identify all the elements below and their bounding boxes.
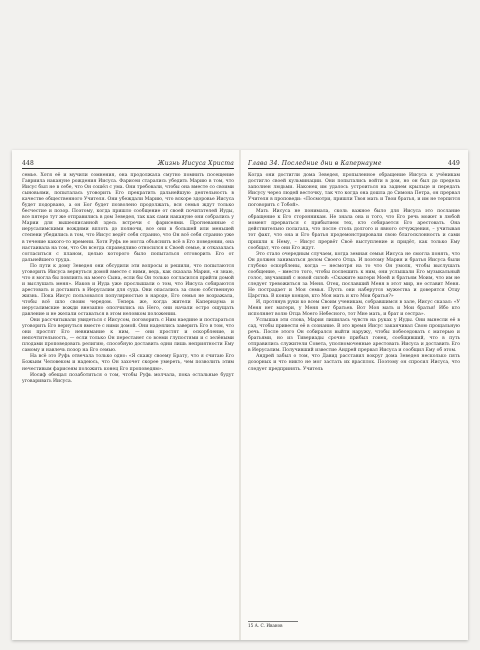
right-page-number: 449 [447, 160, 460, 167]
paragraph: Мать Иисуса не понимала, сколь важное было для Иисуса это послание обращение к Его сторонникам. Не знала она и того, что Его речь может в любой момент прерваться с прибытием тех, кто собирается Его арестовать. Она действительно полагала, что после столь долгого и явного отчуждения, – учитывая тот факт, что она и Его братья продемонстрировали свою благосклонность и сами пришли к Нему, – Иисус прервёт Своё выступление и придёт, как только Ему сообщат, что они Его ждут. [248, 209, 460, 251]
book-spread [12, 150, 468, 640]
right-page [248, 160, 460, 632]
paragraph: Андрей забыл о том, что Давид расставил вокруг дома Зеведея несколько пять дозорных и что никто не мог застать их врасплох. Поэтому он спросил Иисуса, что следует предпринять. Учитель [248, 354, 460, 372]
left-running-title: Жизнь Иисуса Христа [157, 160, 234, 167]
left-page-header [22, 160, 234, 169]
page-footnote: 15 А. С. Иванов [248, 621, 298, 628]
left-page [22, 160, 234, 632]
paragraph: На всё это Руфь отвечала только одно: «Я скажу своему Брату, что я считаю Его Божьим Человеком и надеюсь, что Он захочет скорее умереть, чем позволить этим нечестивым фарисеям положить конец Его проповедям». [22, 354, 234, 372]
paragraph: Это стало очередным случаем, когда земная семья Иисуса не смогла понять, что Он должен заниматься делом Своего Отца. И поэтому Мария и братья Иисуса были глубоко оскорблены, когда — несмотря на то что Он умолк, чтобы выслушать сообщение, – вместо того, чтобы поспешить к ним, они услышали Его музыкальный голос, звучавший с новой силой: «Скажите матери Моей и братьям Моим, что им не следует тревожиться за Меня. Отец, пославший Меня в этот мир, не оставит Меня. Не пострадает и Моя семья. Пусть они наберутся мужества и доверятся Отцу Царства. В конце концов, кто Моя мать и кто Мои братья?» [248, 251, 460, 299]
paragraph: Они рассчитывали увидеться с Иисусом, поговорить с Ним наедине и постараться уговорить Его вернуться вместе с ними домой. Они надеялись заверить Его в том, что они простят Его невнимание к ним, — они простят и оскорбление, и непочтительность, — если только Он перестанет со всеми глупостями и с зелёными плодами проповедовать религию, способную доставить одни лишь неприятности Ему самому и навлечь позор на Его семью. [22, 318, 234, 354]
left-page-number: 448 [22, 160, 35, 167]
right-running-title: Глава 34. Последние дни в Капернауме [248, 160, 382, 167]
paragraph: семье. Хотя её и мучили сомнения, она продолжала смутно помнить посещение Гавриила накануне рождения Иисуса. Фарисеи старались убедить Марию в том, что Иисус был не в себе, что Он сошёл с ума. Они требовали, чтобы она вместе со своими сыновьями, попыталась уговорить Его прекратить дальнейшую деятельность в качестве общественного Учителя. Они убеждали Марию, что вскоре здоровье Иисуса будет подорвано, а он Бог будет позволено продолжать, вся семья ждут только бесчестие и позор. Поэтому, когда пришло сообщение от своей почитателей Иуды, все пятеро тут же отправились в дом Зеведея, так как сами накануне они собрались у Марии для вышеописанной здесь встречи с фарисеями. Прогневанные с иерусалимскими вождями вплоть до полночи, все они в большей или меньшей степени убедились в том, что Иисус ведёт себя странно, что Он всё себя странно уже в течение какого-то времени. Хотя Руфь не могла объяснить всё в Его поведении, она настаивала на том, что Он всегда справедливо относился к Своей семье, и отказалась согласиться с планом, целью которого было попытаться отговорить Его от дальнейшего труда. [22, 173, 234, 263]
right-page-body [248, 173, 460, 373]
paragraph: По пути к дому Зеведея они обсудили эти вопросы и решили, что попытаются уговорить Иисуса вернуться домой вместе с ними, ведь, как сказала Мария, «я знаю, что я могла бы повлиять на моего Сына, если бы Он только согласился прийти домой и выслушать меня». Иаков и Иуда уже прослышали о том, что Иисуса собираются арестовать и доставить в Иерусалим для суда. Они опасались за свою собственную жизнь. Пока Иисус пользовался популярностью в народе, Его семья не возражала, чтобы всё шло своим чередом. Теперь же, когда жители Капернаума и иерусалимские вожди внезапно ополчились на Него, они начали остро ощущать давление и не желали оставаться в этом неловком положении. [22, 263, 234, 318]
left-page-body [22, 173, 234, 385]
paragraph: Услышав эти слова, Мария лишилась чувств на руках у Иуды. Они вынесли её в сад, чтобы привести её в сознание. В это время Иисус заканчивал Свою прощальную речь. После этого Он собирался выйти наружу, чтобы побеседовать с матерью и братьями, но из Тивериады срочно прибыл гонец, сообщивший, что в путь отправились служители Совета, уполномоченные арестовать Иисуса и доставить Его в Иерусалим. Получивший известие Андрей прервал Иисуса и сообщил Ему об этом. [248, 318, 460, 354]
right-page-header [248, 160, 460, 169]
paragraph: Иосиф обещал позаботиться о том, чтобы Руфь молчала, пока остальные будут уговаривать Иисуса. [22, 372, 234, 384]
paragraph: И, протянув руки ко всем Своим ученикам, собравшимся в зале, Иисус сказал: «У Меня нет матери, у Меня нет братьев. Вот Моя мать и Мои братья! Ибо кто исполняет волю Отца Моего Небесного, тот Мне мать, и брат и сестра». [248, 299, 460, 318]
book-gutter [239, 150, 241, 640]
paragraph: Когда они достигли дома Зеведея, пропыленное обращение Иисуса к учёникам достигло своей кульминации. Они попытались войти в дом, но он был до предела заполнен людьми. Наконец им удалось устроиться на заднем крыльце и передать Иисусу через людей весточку, так что когда она дошла до Симона Петра, он прервал Учителя в проповеди: «Посмотри, пришли Твоя мать и Твои братья, и им не терпится поговорить с Тобой». [248, 173, 460, 209]
